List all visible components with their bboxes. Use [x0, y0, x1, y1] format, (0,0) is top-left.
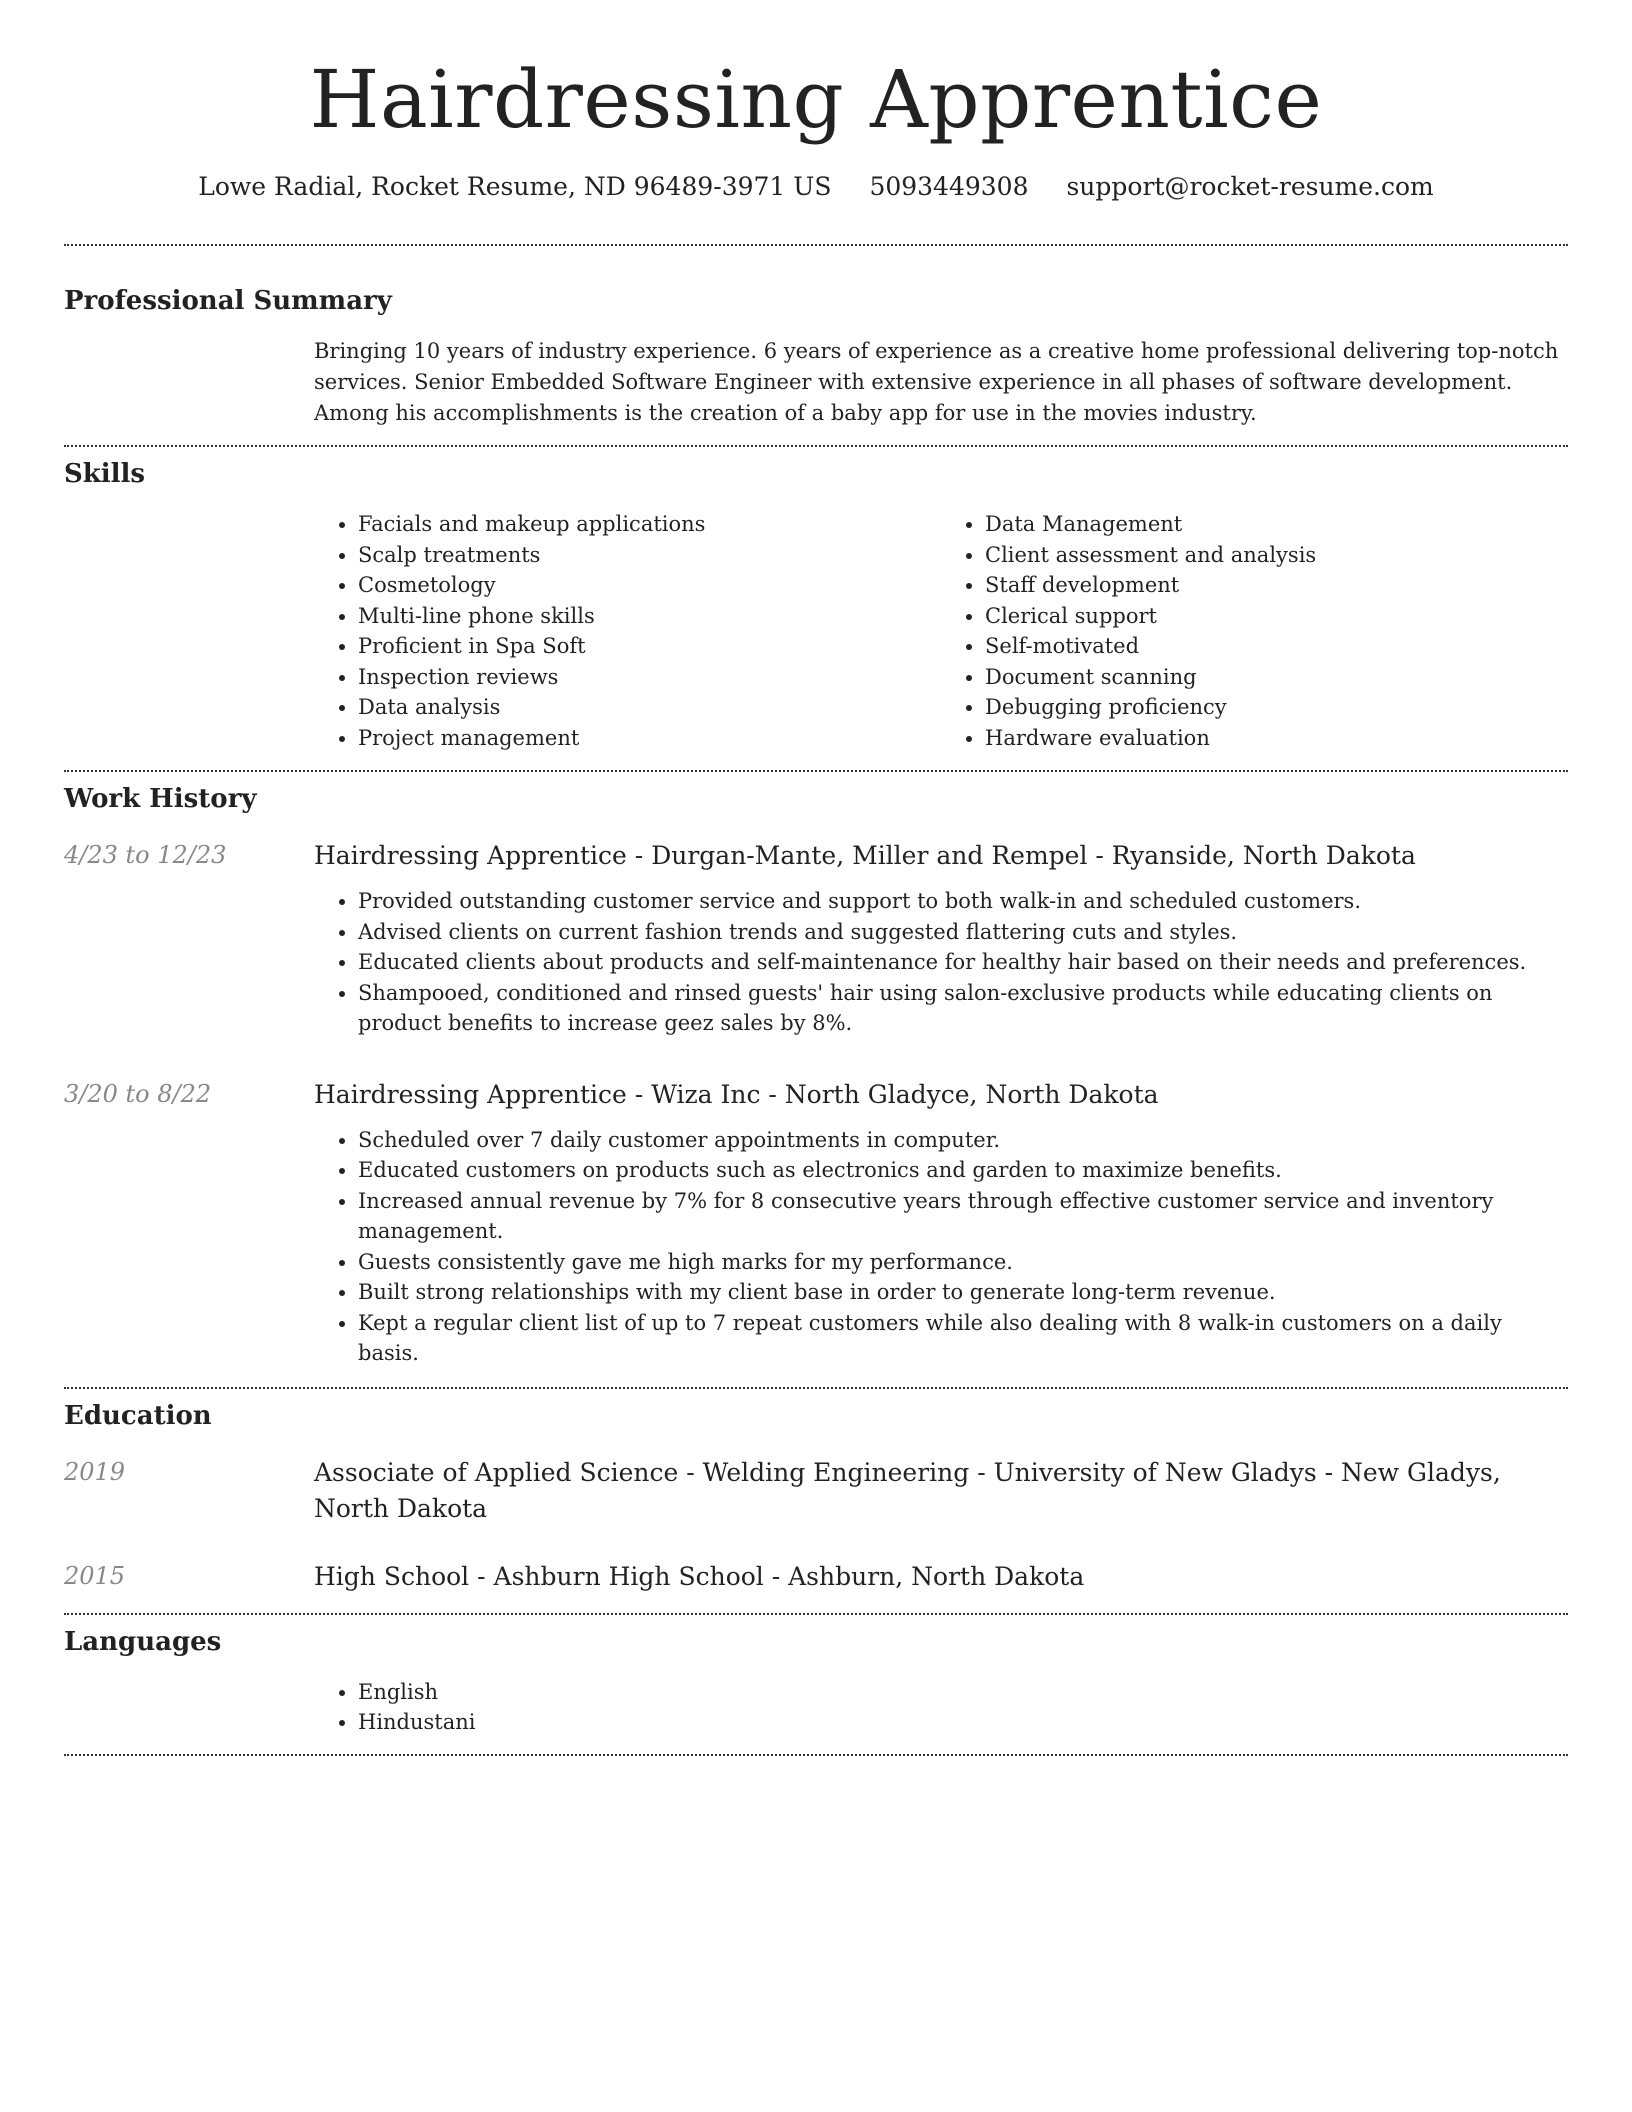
- job-body: [314, 838, 1568, 1039]
- job-dates: 4/23 to 12/23: [64, 841, 227, 869]
- contact-line: [64, 170, 1568, 204]
- job-bullet: • Shampooed, conditioned and rinsed guests' hair using salon-exclusive products while educating clients on product benefits to increase geez sales by 8%.: [358, 978, 1568, 1039]
- education-heading: Education: [64, 1400, 212, 1431]
- contact-address: Lowe Radial, Rocket Resume, ND 96489-3971 US: [198, 172, 832, 201]
- skill-item: • Client assessment and analysis: [985, 540, 1568, 571]
- divider: [64, 1754, 1568, 1756]
- languages-heading: Languages: [64, 1626, 222, 1657]
- education-year: 2015: [64, 1561, 126, 1590]
- skill-item: • Inspection reviews: [358, 662, 941, 693]
- skills-column-right: [941, 509, 1568, 753]
- skill-item: • Debugging proficiency: [985, 692, 1568, 723]
- job-bullet: • Guests consistently gave me high marks for my performance.: [358, 1247, 1568, 1278]
- skills-heading: Skills: [64, 459, 146, 489]
- job-bullet: • Educated clients about products and self-maintenance for healthy hair based on their needs and preferences.: [358, 947, 1568, 978]
- education-year: 2019: [64, 1457, 126, 1486]
- job-bullet: • Built strong relationships with my client base in order to generate long-term revenue.: [358, 1277, 1568, 1308]
- skill-item: • Data analysis: [358, 692, 941, 723]
- skill-item: • Facials and makeup applications: [358, 509, 941, 540]
- education-line: [314, 1559, 1568, 1595]
- contact-email: support@rocket-resume.com: [1066, 172, 1434, 201]
- job-dates: 3/20 to 8/22: [64, 1079, 212, 1108]
- education-school: - University of New Gladys - New Gladys, North Dakota: [314, 1457, 1501, 1523]
- divider: [64, 445, 1568, 447]
- skill-item: • Self-motivated: [985, 631, 1568, 662]
- job-bullet: • Provided outstanding customer service and support to both walk-in and scheduled customers.: [358, 886, 1568, 917]
- summary-text: Bringing 10 years of industry experience. 6 years of experience as a creative home professional delivering top-notch services. Senior Embedded Software Engineer with extensive experience in all phases of software development. Among his accomplishments is the creation of a baby app for use in the movies industry.: [314, 339, 1559, 425]
- languages-bullets: [314, 1677, 1568, 1738]
- skill-item: • Multi-line phone skills: [358, 601, 941, 632]
- divider: [64, 1387, 1568, 1389]
- job-bullets: [314, 886, 1568, 1039]
- job-body: [314, 1077, 1568, 1369]
- language-item: • English: [358, 1677, 1568, 1708]
- skills-list: [314, 509, 1568, 753]
- skill-item: • Clerical support: [985, 601, 1568, 632]
- skill-item: • Hardware evaluation: [985, 723, 1568, 754]
- education-school: - Ashburn High School - Ashburn, North Dakota: [469, 1561, 1085, 1591]
- job-bullet: • Advised clients on current fashion trends and suggested flattering cuts and styles.: [358, 917, 1568, 948]
- skill-item: • Scalp treatments: [358, 540, 941, 571]
- education-entry: [64, 1455, 1568, 1527]
- languages-list: [314, 1677, 1568, 1738]
- work-heading: Work History: [64, 784, 257, 814]
- skill-item: • Cosmetology: [358, 570, 941, 601]
- job-company: - Durgan-Mante, Miller and Rempel - Ryanside, North Dakota: [626, 841, 1416, 870]
- job-company: - Wiza Inc - North Gladyce, North Dakota: [626, 1079, 1159, 1109]
- job-title: Hairdressing Apprentice: [314, 1079, 627, 1109]
- skill-item: • Proficient in Spa Soft: [358, 631, 941, 662]
- education-entry: [64, 1559, 1568, 1595]
- skill-item: • Staff development: [985, 570, 1568, 601]
- divider: [64, 244, 1568, 246]
- job-bullets: [314, 1125, 1568, 1369]
- job-bullet: • Scheduled over 7 daily customer appointments in computer.: [358, 1125, 1568, 1156]
- job-title-line: [314, 1077, 1568, 1113]
- job-entry: [64, 1077, 1568, 1369]
- resume-name: Hairdressing Apprentice: [309, 53, 1323, 146]
- skill-item: • Document scanning: [985, 662, 1568, 693]
- job-bullet: • Kept a regular client list of up to 7 repeat customers while also dealing with 8 walk-in customers on a daily basis.: [358, 1308, 1568, 1369]
- education-degree: Associate of Applied Science - Welding Engineering: [314, 1457, 970, 1487]
- job-entry: [64, 838, 1568, 1039]
- divider: [64, 1613, 1568, 1615]
- job-title: Hairdressing Apprentice: [314, 841, 627, 870]
- language-item: • Hindustani: [358, 1707, 1568, 1738]
- job-bullet: • Increased annual revenue by 7% for 8 consecutive years through effective customer service and inventory management.: [358, 1186, 1568, 1247]
- contact-phone: 5093449308: [869, 172, 1029, 201]
- job-bullet: • Educated customers on products such as electronics and garden to maximize benefits.: [358, 1155, 1568, 1186]
- skill-item: • Data Management: [985, 509, 1568, 540]
- divider: [64, 770, 1568, 772]
- job-title-line: [314, 838, 1568, 874]
- skills-column-left: [314, 509, 941, 753]
- summary-heading: Professional Summary: [64, 286, 392, 316]
- education-line: [314, 1455, 1568, 1527]
- education-degree: High School: [314, 1561, 470, 1591]
- skill-item: • Project management: [358, 723, 941, 754]
